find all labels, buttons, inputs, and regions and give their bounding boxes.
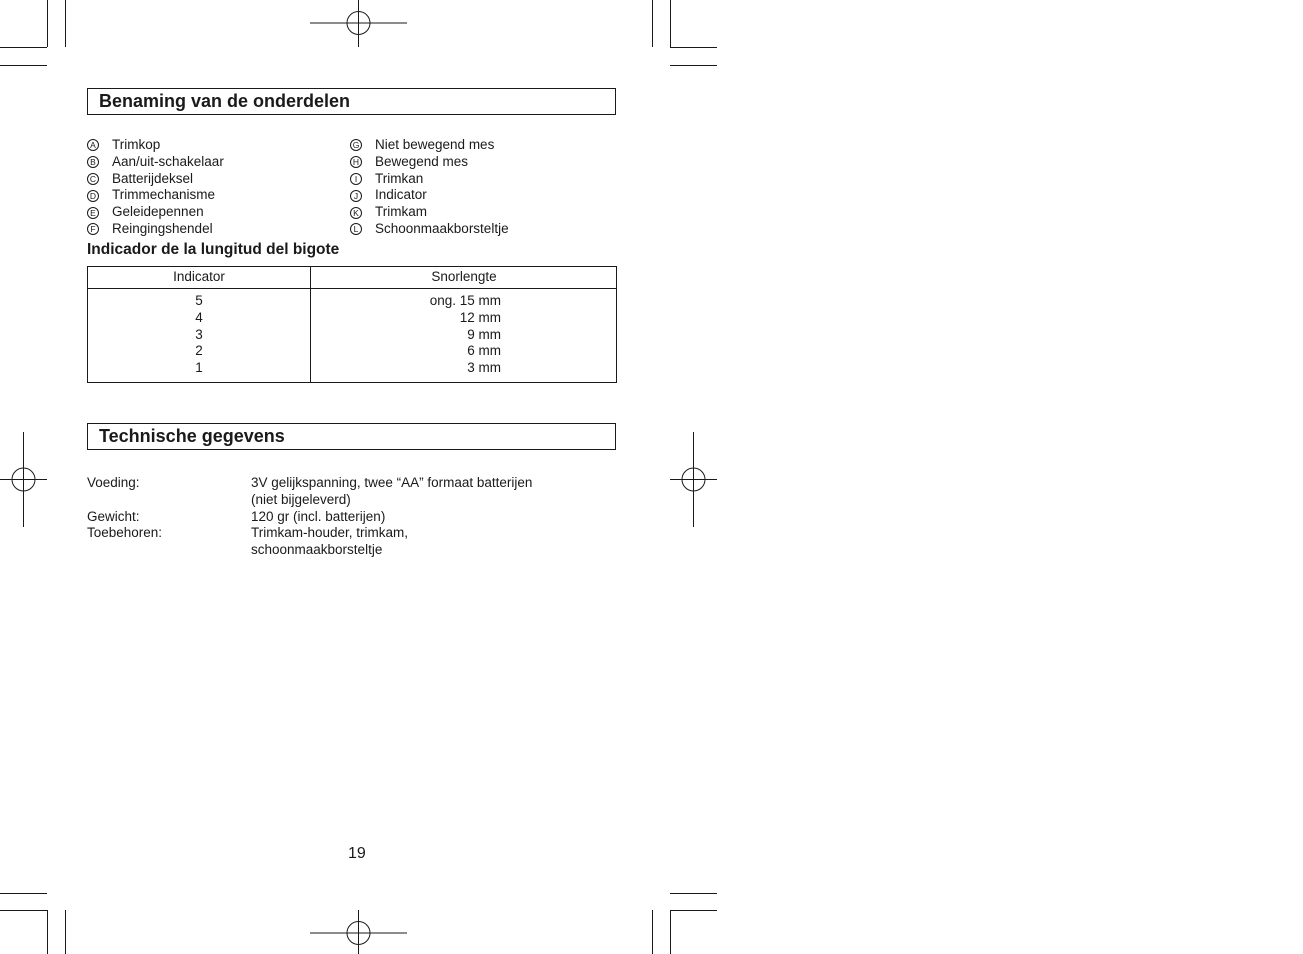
crop-mark	[652, 910, 653, 954]
page-number: 19	[348, 845, 366, 862]
spec-value-toebehoren: Trimkam-houder, trimkam,	[251, 525, 409, 540]
spec-value-voeding: 3V gelijkspanning, twee “AA” formaat batterijen	[251, 475, 533, 490]
list-item	[87, 154, 347, 171]
length-column	[311, 293, 501, 377]
circled-letter: L	[350, 223, 362, 235]
circled-letter: G	[350, 139, 362, 151]
list-item	[350, 137, 610, 154]
circled-letter: F	[87, 223, 99, 235]
circled-letter: K	[350, 207, 362, 219]
indicator-table	[87, 266, 617, 383]
part-label: Niet bewegend mes	[375, 137, 495, 152]
section-heading-box	[87, 423, 616, 450]
spec-label-voeding: Voeding:	[87, 475, 140, 490]
circled-letter: A	[87, 139, 99, 151]
circled-letter: E	[87, 207, 99, 219]
part-label: Batterijdeksel	[112, 170, 194, 186]
section-title-parts: Benaming van de onderdelen	[99, 91, 351, 111]
circled-letter: B	[87, 156, 99, 168]
crop-mark	[47, 910, 48, 954]
crop-mark	[652, 0, 653, 47]
table-cell: ong. 15 mm	[429, 293, 501, 308]
crop-mark	[670, 910, 671, 954]
crop-mark	[0, 893, 47, 894]
list-item	[350, 187, 610, 204]
table-cell: 9 mm	[467, 326, 501, 342]
table-cell: 2	[195, 343, 203, 359]
spec-label-gewicht: Gewicht:	[87, 509, 140, 524]
list-item	[87, 204, 347, 221]
indicator-column	[88, 293, 310, 377]
crop-mark	[670, 47, 717, 48]
list-item	[87, 171, 347, 188]
table-divider	[88, 288, 616, 289]
part-label: Bewegend mes	[375, 153, 469, 169]
registration-mark-top	[310, 0, 407, 47]
part-label: Geleidepennen	[112, 204, 204, 220]
spec-value-toebehoren-cont: schoonmaakborsteltje	[251, 542, 383, 557]
crop-mark	[670, 0, 671, 47]
table-header-indicator: Indicator	[173, 269, 225, 284]
section-heading-box	[87, 88, 616, 115]
list-item	[350, 221, 610, 238]
table-cell: 4	[195, 309, 203, 325]
circled-letter: J	[350, 190, 362, 202]
part-label: Trimkam	[375, 204, 427, 220]
table-cell: 3	[195, 326, 203, 342]
list-item	[350, 154, 610, 171]
crop-mark	[65, 910, 66, 954]
crop-mark	[670, 65, 717, 66]
part-label: Indicator	[375, 187, 427, 203]
circled-letter: D	[87, 190, 99, 202]
spec-value-voeding-note: (niet bijgeleverd)	[251, 492, 351, 507]
part-label: Trimmechanisme	[112, 187, 216, 203]
circled-letter: H	[350, 156, 362, 168]
indicator-heading: Indicador de la lungitud del bigote	[87, 241, 340, 258]
spec-value-gewicht: 120 gr (incl. batterijen)	[251, 509, 386, 524]
table-cell: 6 mm	[467, 343, 501, 359]
table-cell: 5	[195, 293, 203, 308]
crop-mark	[65, 0, 66, 47]
table-header-length: Snorlengte	[431, 269, 497, 284]
crop-mark	[0, 910, 47, 911]
spec-label-toebehoren: Toebehoren:	[87, 525, 163, 540]
part-label: Trimkop	[112, 137, 161, 152]
registration-mark-bottom	[310, 910, 407, 954]
part-label: Reingingshendel	[112, 220, 213, 236]
circled-letter: C	[87, 173, 99, 185]
part-label: Aan/uit-schakelaar	[112, 153, 224, 169]
table-cell: 12 mm	[459, 309, 501, 325]
list-item	[350, 171, 610, 188]
crop-mark	[670, 893, 717, 894]
part-label: Trimkan	[375, 170, 424, 186]
registration-mark-right	[670, 432, 717, 527]
crop-mark	[670, 910, 717, 911]
list-item	[87, 221, 347, 238]
table-cell: 3 mm	[467, 360, 501, 376]
part-label: Schoonmaakborsteltje	[375, 220, 509, 236]
list-item	[350, 204, 610, 221]
crop-mark	[0, 65, 47, 66]
crop-mark	[0, 47, 47, 48]
parts-list-right	[350, 137, 610, 238]
crop-mark	[47, 0, 48, 47]
registration-mark-left	[0, 432, 47, 527]
circled-letter: I	[350, 173, 362, 185]
table-cell: 1	[195, 360, 203, 376]
list-item	[87, 187, 347, 204]
parts-list-left	[87, 137, 347, 238]
list-item	[87, 137, 347, 154]
section-title-specs: Technische gegevens	[99, 426, 285, 446]
